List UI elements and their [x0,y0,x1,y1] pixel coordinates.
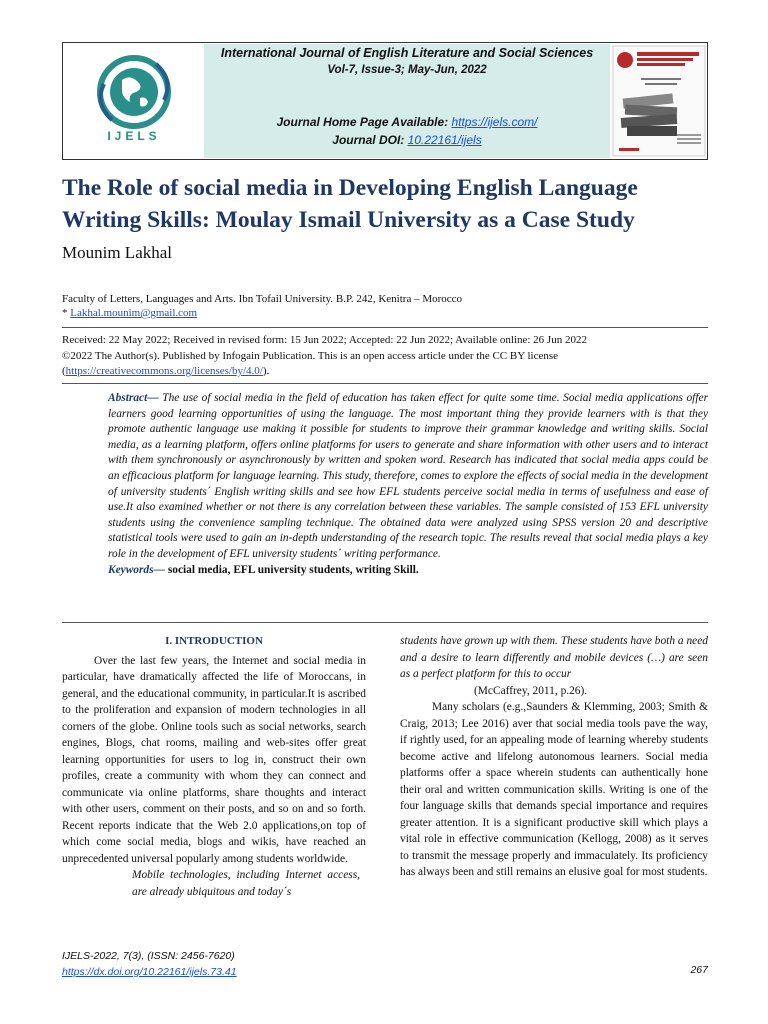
affiliation-block [62,292,462,320]
affiliation: Faculty of Letters, Languages and Arts. Ibn Tofail University. B.P. 242, Kenitra – Morocco [62,293,463,305]
header-band [204,44,610,158]
dates-line: Received: 22 May 2022; Received in revised form: 15 Jun 2022; Accepted: 22 Jun 2022; Available online: 26 Jun 2022 [62,334,587,346]
abstract-block: Abstract— The use of social media in the field of education has taken effect for quite some time. Social media applications offer learners good learning opportunities of using the language. The most important thing they provide learners with is that they promote authentic language use making it possible for students to improve their grammar knowledge and writing skills. Social media, as a learning platform, offers online platforms for users to generate and share information with other users and to interact with them synchronously or asynchronously by written and spoken word. Research has indicated that social media apps could be an efficacious platform for language learning. This study, therefore, comes to explore the effects of social media in the development of university students´ English writing skills and see how EFL students perceive social media in terms of usefulness and ease of use.It also examined whether or not there is any correlation between these variables. The sample consisted of 153 EFL university students using the convenience sampling technique. The obtained data were analyzed using SPSS version 20 and descriptive statistical tools were used to gain an in-depth understanding of the research topic. The results reveal that social media plays a key role in the development of EFL university students´ writing performance. Keywords— social media, EFL university students, writing Skill. [108,392,709,576]
abstract-label: Abstract [108,392,148,404]
doi-label: Journal DOI: [332,133,408,147]
page-number: 267 [690,964,708,976]
homepage-label: Journal Home Page Available: [276,115,452,129]
doi-line [204,133,610,147]
keywords-label: Keywords [108,563,154,576]
section-heading-introduction: I. INTRODUCTION [165,635,263,647]
journal-header [62,42,708,160]
footer-doi-link[interactable]: https://dx.doi.org/10.22161/ijels.73.41 [62,966,237,978]
ijels-logo [64,44,204,158]
intro-paragraph-1: Over the last few years, the Internet and social media in particular, have dramatically affected the life of Moroccans, in general, and the educational community, in particular.It is ascribed to the proliferation and expansion of modern technologies in all corners of the globe. Online tools such as social networks, search engines, Blogs, chat rooms, mailing and web-sites offer great learning opportunities for users to log in, construct their own profiles, create a community with whom they can connect and communicate via online platforms, share thoughts and interact with other users, comment on their posts, and so on and so forth. Recent reports indicate that the Web 2.0 applications,on top of which come social media, blogs and wikis, have reached an unprecedented universal popularly among students worldwide. [62,654,366,865]
email-line: * Lakhal.mounim@gmail.com [62,307,198,319]
author-email-link[interactable]: Lakhal.mounim@gmail.com [70,307,198,319]
cover-image-icon [611,44,707,158]
homepage-line [204,115,610,129]
author-name: Mounim Lakhal [62,243,173,262]
divider-top [62,327,708,328]
quote-citation: (McCaffrey, 2011, p.26). [474,684,588,697]
keywords-text: social media, EFL university students, writing Skill. [167,563,419,576]
block-quote-continued: students have grown up with them. These students have both a need and a desire to learn differently and mobile devices (…) are seen as a perfect platform for this to occur [400,635,708,680]
copyright-line: ©2022 The Author(s). Published by Infogain Publication. This is an open access article under the CC BY license [62,349,559,362]
intro-paragraph-2: Many scholars (e.g.,Saunders & Klemming, 2003; Smith & Craig, 2013; Lee 2016) aver that social media tools pave the way, if rightly used, for an appealing mode of learning whereby students become active and lifelong autonomous learners. Social media platforms offer a space wherein students can authentically hone their oral and written communication skills. Writing is one of the four language skills that demands special importance and requires greater attention. It is a significant productive skill which plays a vital role in effective communication (Kellogg, 2008) as it serves to transmit the message properly and immaculately. Its proficiency has always been and still remains an elusive goal for most students. [400,701,708,878]
left-column [62,633,366,900]
divider-mid [62,383,708,384]
article-title: The Role of social media in Developing English Language Writing Skills: Moulay Ismail University as a Case Study [62,175,638,233]
logo-text: IJELS [107,129,161,143]
divider-bottom [62,622,708,623]
footer-citation: IJELS-2022, 7(3), (ISSN: 2456-7620) [62,950,235,962]
license-line: (https://creativecommons.org/licenses/by/4.0/). [62,365,270,377]
right-column [400,633,708,881]
page-footer [62,948,237,980]
journal-doi-link[interactable]: 10.22161/ijels [407,133,482,147]
publication-dates-block [62,333,708,380]
license-link[interactable]: https://creativecommons.org/licenses/by/4.0/ [65,365,263,377]
homepage-link[interactable]: https://ijels.com/ [451,115,538,129]
journal-issue: Vol-7, Issue-3; May-Jun, 2022 [327,64,487,76]
abstract-text: The use of social media in the field of education has taken effect for quite some time. Social media applications offer learners good learning opportunities of using the language. The most important thing they provide learners with is that they promote authentic language use making it possible for students to improve their grammar knowledge and writing skills. Social media, as a learning platform, offers online platforms for users to generate and share information with other users and to interact with them synchronously or asynchronously by written and spoken word. Research has indicated that social media apps could be an efficacious platform for language learning. This study, therefore, comes to explore the effects of social media in the development of university students´ English writing skills and see how EFL students perceive social media in terms of usefulness and ease of use.It also examined whether or not there is any correlation between these variables. The sample consisted of 153 EFL university students using the convenience sampling technique. The obtained data were analyzed using SPSS version 20 and descriptive statistical tools were used to gain an in-depth understanding of the research topic. The results reveal that social media plays a key role in the development of EFL university students´ writing performance. [108,392,709,560]
journal-name: International Journal of English Literature and Social Sciences [220,46,594,60]
block-quote-start: Mobile technologies, including Internet access, are already ubiquitous and today´s [132,869,360,898]
journal-cover-thumbnail [611,44,707,158]
